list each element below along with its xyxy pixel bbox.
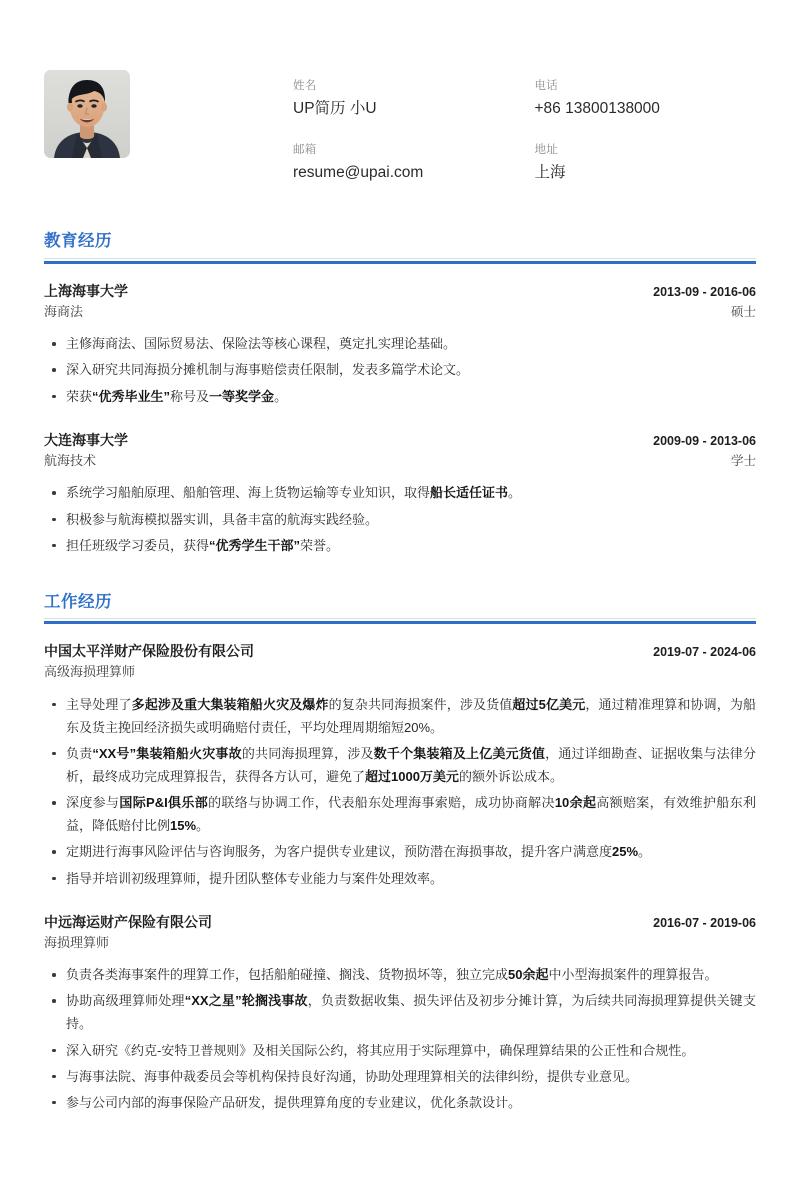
entry-organization: 上海海事大学 bbox=[44, 282, 128, 299]
section-rule-accent bbox=[44, 261, 756, 264]
entry-title-row bbox=[44, 912, 756, 933]
field-value-email: resume@upai.com bbox=[293, 164, 424, 182]
section-header bbox=[44, 230, 756, 263]
entry-bullet-list bbox=[44, 693, 756, 890]
resume-sections bbox=[44, 230, 756, 1114]
bullet-item: 系统学习船舶原理、船舶管理、海上货物运输等专业知识，取得船长适任证书。 bbox=[44, 481, 756, 504]
section-title: 工作经历 bbox=[44, 592, 112, 611]
entry-date-range: 2016-07 - 2019-06 bbox=[653, 915, 756, 930]
field-label-phone: 电话 bbox=[534, 80, 558, 92]
entry-organization: 大连海事大学 bbox=[44, 431, 128, 448]
bullet-item: 指导并培训初级理算师，提升团队整体专业能力与案件处理效率。 bbox=[44, 867, 756, 890]
bullet-item: 主导处理了多起涉及重大集装箱船火灾及爆炸的复杂共同海损案件，涉及货值超过5亿美元，通过精准理算和协调，为船东及货主挽回经济损失或明确赔付责任，平均处理周期缩短20%。 bbox=[44, 693, 756, 739]
entry bbox=[44, 430, 756, 557]
field-value-name: UP简历 小U bbox=[293, 100, 377, 118]
bullet-item: 参与公司内部的海事保险产品研发，提供理算角度的专业建议，优化条款设计。 bbox=[44, 1091, 756, 1114]
entry bbox=[44, 281, 756, 408]
section-rule-accent bbox=[44, 621, 756, 624]
section-rule-thin bbox=[44, 258, 756, 259]
entry-title-row bbox=[44, 281, 756, 302]
entry-subtitle-row bbox=[44, 451, 756, 471]
photo-wrapper bbox=[44, 70, 130, 158]
entry-degree: 学士 bbox=[730, 453, 756, 468]
entry-role: 高级海损理算师 bbox=[44, 664, 136, 680]
bullet-item: 荣获“优秀毕业生”称号及一等奖学金。 bbox=[44, 385, 756, 408]
entry-bullet-list bbox=[44, 481, 756, 556]
entry-subtitle-row bbox=[44, 302, 756, 322]
bullet-item: 负责各类海事案件的理算工作，包括船舶碰撞、搁浅、货物损坏等，独立完成50余起中小型海损案件的理算报告。 bbox=[44, 963, 756, 986]
bullet-item: 深度参与国际P&I俱乐部的联络与协调工作，代表船东处理海事索赔，成功协商解决10余起高额赔案，有效维护船东利益，降低赔付比例15%。 bbox=[44, 791, 756, 837]
entry-bullet-list bbox=[44, 963, 756, 1114]
entry bbox=[44, 641, 756, 890]
bullet-item: 定期进行海事风险评估与咨询服务，为客户提供专业建议，预防潜在海损事故，提升客户满意度25%。 bbox=[44, 840, 756, 863]
entry-organization: 中远海运财产保险有限公司 bbox=[44, 913, 212, 930]
field-label-email: 邮箱 bbox=[293, 144, 317, 157]
bullet-item: 积极参与航海模拟器实训，具备丰富的航海实践经验。 bbox=[44, 508, 756, 531]
entry-date-range: 2013-09 - 2016-06 bbox=[653, 284, 756, 299]
contact-field-name bbox=[293, 78, 515, 120]
contact-field-address bbox=[535, 142, 757, 184]
section-work-experience bbox=[44, 591, 756, 1114]
entry-date-range: 2019-07 - 2024-06 bbox=[653, 645, 756, 660]
contact-grid bbox=[165, 70, 756, 184]
field-value-address: 上海 bbox=[534, 164, 566, 182]
entry-degree: 硕士 bbox=[730, 304, 756, 319]
entry-title-row bbox=[44, 641, 756, 662]
bullet-item: 主修海商法、国际贸易法、保险法等核心课程，奠定扎实理论基础。 bbox=[44, 332, 756, 355]
entry-subtitle-row bbox=[44, 933, 756, 953]
entry-bullet-list bbox=[44, 332, 756, 407]
section-rule-thin bbox=[44, 618, 756, 619]
field-label-name: 姓名 bbox=[293, 80, 317, 92]
field-value-phone: +86 13800138000 bbox=[534, 100, 660, 118]
resume-header bbox=[44, 70, 756, 184]
bullet-item: 负责“XX号”集装箱船火灾事故的共同海损理算，涉及数千个集装箱及上亿美元货值，通过详细勘查、证据收集与法律分析，最终成功完成理算报告，获得各方认可，避免了超过1000万美元的额外诉讼成本。 bbox=[44, 742, 756, 788]
entry-role: 海损理算师 bbox=[44, 934, 110, 950]
section-education bbox=[44, 230, 756, 557]
entry-title-row bbox=[44, 430, 756, 451]
bullet-item: 协助高级理算师处理“XX之星”轮搁浅事故，负责数据收集、损失评估及初步分摊计算，为后续共同海损理算提供关键支持。 bbox=[44, 989, 756, 1035]
entry-subtitle-row bbox=[44, 662, 756, 682]
bullet-item: 深入研究共同海损分摊机制与海事赔偿责任限制，发表多篇学术论文。 bbox=[44, 358, 756, 381]
field-label-address: 地址 bbox=[534, 144, 558, 157]
entry-organization: 中国太平洋财产保险股份有限公司 bbox=[44, 643, 254, 660]
bullet-item: 与海事法院、海事仲裁委员会等机构保持良好沟通，协助处理理算相关的法律纠纷，提供专业意见。 bbox=[44, 1065, 756, 1088]
entry bbox=[44, 912, 756, 1114]
bullet-item: 担任班级学习委员，获得“优秀学生干部”荣誉。 bbox=[44, 534, 756, 557]
bullet-item: 深入研究《约克-安特卫普规则》及相关国际公约，将其应用于实际理算中，确保理算结果的公正性和合规性。 bbox=[44, 1039, 756, 1062]
section-header bbox=[44, 591, 756, 624]
entry-role: 航海技术 bbox=[44, 452, 97, 468]
entry-date-range: 2009-09 - 2013-06 bbox=[653, 433, 756, 448]
contact-field-phone bbox=[535, 78, 757, 120]
portrait-photo bbox=[44, 70, 130, 158]
entry-role: 海商法 bbox=[44, 303, 84, 319]
section-title: 教育经历 bbox=[44, 232, 112, 251]
contact-field-email bbox=[293, 142, 515, 184]
